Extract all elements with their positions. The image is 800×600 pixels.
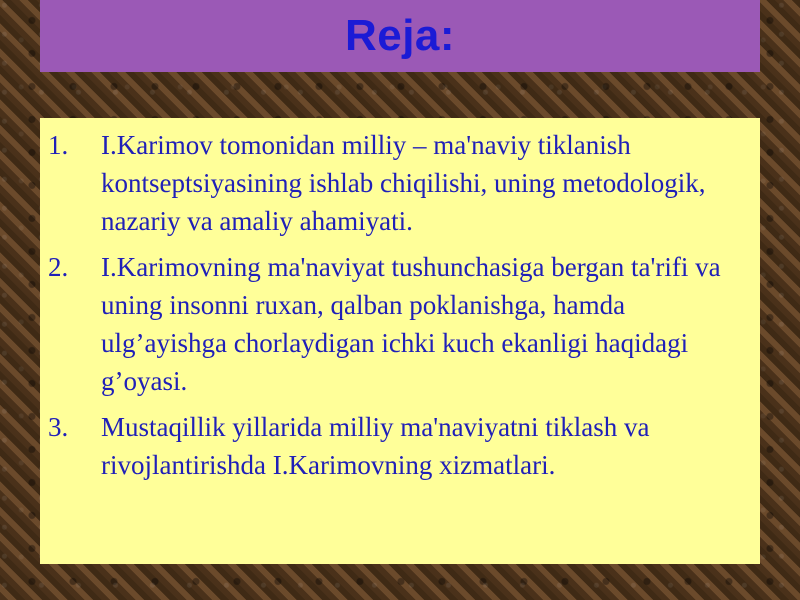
plan-item-number: 1. — [48, 130, 69, 160]
plan-item-text: I.Karimovning ma'naviyat tushunchasiga bergan ta'rifi va uning insonni ruxan, qalban poklanishga, hamda ulg’ayishga chorlaydigan ichki kuch ekanligi haqidagi g’oyasi. — [101, 252, 721, 396]
plan-list — [48, 126, 740, 484]
plan-item-text: Mustaqillik yillarida milliy ma'naviyatni tiklash va rivojlantirishda I.Karimovning xizmatlari. — [101, 412, 650, 480]
slide-title: Reja: — [344, 11, 456, 60]
plan-item-number: 2. — [48, 252, 69, 282]
plan-item-1 — [48, 126, 740, 240]
plan-item-2 — [48, 248, 740, 400]
title-bar — [40, 0, 760, 72]
plan-item-text: I.Karimov tomonidan milliy – ma'naviy tiklanish kontseptsiyasining ishlab chiqilishi, uning metodologik, nazariy va amaliy ahamiyati. — [101, 130, 706, 236]
plan-item-number: 3. — [48, 412, 69, 442]
plan-item-3 — [48, 408, 740, 484]
content-panel — [40, 118, 760, 564]
